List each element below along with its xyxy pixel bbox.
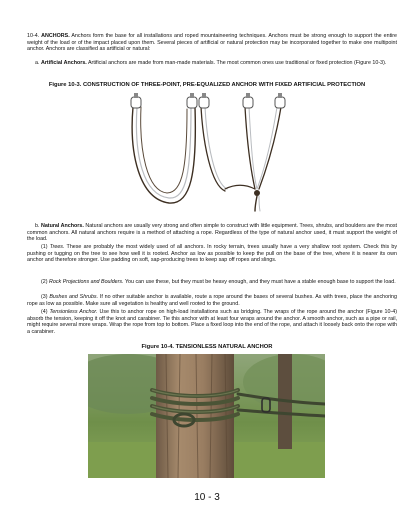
paragraph-heading: ANCHORS. — [41, 33, 70, 39]
paragraph-number: (4) — [41, 309, 48, 315]
paragraph-tensionless-anchor — [27, 309, 397, 335]
figure-10-4-title: Figure 10-4. TENSIONLESS NATURAL ANCHOR — [141, 344, 273, 350]
figure-10-3-image — [121, 93, 294, 215]
paragraph-number: (1) — [41, 244, 48, 250]
paragraph-trees — [27, 244, 397, 264]
paragraph-text: Anchors form the base for all installations and roped mountaineering techniques. Anchors must be strong enough to support the entire weight of the load or of the impact placed upon them. Several pieces of artificial or natural protection may be incorporated together to make one multipoint anchor. Anchors are classified as artificial or natural: — [27, 33, 397, 53]
paragraph-heading: Natural Anchors. — [40, 223, 84, 229]
paragraph-number: a. — [35, 60, 40, 66]
paragraph-text: If no other suitable anchor is available, route a rope around the bases of several bushes. As with trees, place the anchoring rope as low as possible. Make sure all vegetation is healthy and well rooted to the ground. — [27, 294, 397, 307]
paragraph-number: (2) — [41, 279, 48, 285]
paragraph-heading: Artificial Anchors. — [40, 60, 87, 66]
paragraph-heading: Bushes and Shrubs. — [49, 294, 99, 300]
paragraph-number: (3) — [41, 294, 48, 300]
paragraph-text: These are probably the most widely used of all anchors. In rocky terrain, trees usually have a very shallow root system. Check this by pushing or tugging on the tree to see how well it is rooted. Anchor as low as possible to keep the pull on the base of the tree, where it is nearer its own anchor and therefore stronger. Use padding on soft, sap-producing trees to keep sap off ropes and slings. — [27, 244, 397, 264]
paragraph-number: 10-4. — [27, 33, 40, 39]
paragraph-number: b. — [35, 223, 40, 229]
figure-10-3-title: Figure 10-3. CONSTRUCTION OF THREE-POINT, PRE-EQUALIZED ANCHOR WITH FIXED ARTIFICIAL PROTECTION — [48, 82, 366, 88]
paragraph-heading: Trees. — [49, 244, 65, 250]
figure-10-4-photo — [88, 354, 325, 478]
paragraph-text: Natural anchors are usually very strong and often simple to construct with little equipment. Trees, shrubs, and boulders are the most common anchors. All natural anchors require is a method of attaching a rope. Regardless of the type of natural anchor used, it must support the weight of the load. — [27, 223, 397, 243]
page-number: 10 - 3 — [194, 492, 220, 503]
paragraph-bushes-shrubs — [27, 294, 397, 307]
paragraph-anchors — [27, 33, 397, 53]
paragraph-text: You can use these, but they must be heavy enough, and they must have a stable enough base to support the load. — [123, 279, 396, 285]
paragraph-text: Artificial anchors are made from man-made materials. The most common ones use traditional or fixed protection (Figure 10-3). — [86, 60, 387, 66]
paragraph-artificial-anchors — [27, 60, 397, 67]
paragraph-rock-projections — [27, 279, 397, 286]
paragraph-heading: Rock Projections and Boulders. — [49, 279, 124, 285]
paragraph-text: Use this to anchor rope on high-load installations such as bridging. The wraps of the rope around the anchor (Figure 10-4) absorb the tension, keeping it off the knot and carabiner. Tie this anchor with at least four wraps around the anchor. A smooth anchor, such as a pipe or rail, might require several more wraps. Wrap the rope from top to bottom. Place a fixed loop into the end of the rope, and attach it loosely back onto the rope with a carabiner. — [27, 309, 397, 335]
paragraph-natural-anchors — [27, 223, 397, 243]
paragraph-heading: Tensionless Anchor. — [49, 309, 98, 315]
